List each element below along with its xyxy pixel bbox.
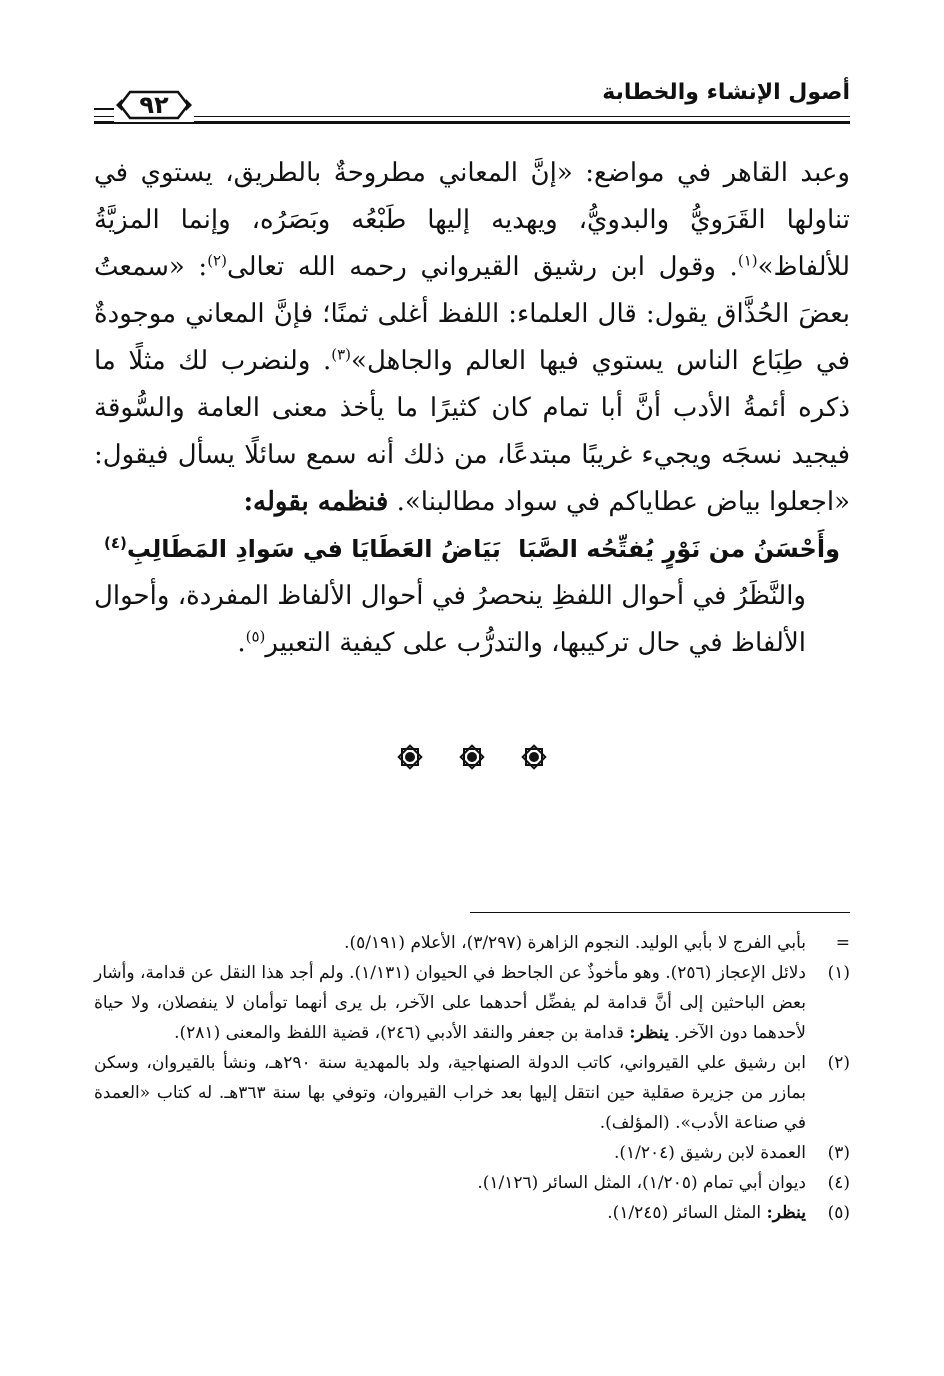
floral-ornament-icon [519,742,549,772]
text-line: . وقول ابن رشيق القيرواني رحمه الله تعالى [226,252,738,282]
verse-hemistich-1: وأَحْسَنُ من نَوْرٍ يُفتِّحُه الصَّبَا [518,535,840,563]
page-number: ٩٢ [139,91,169,119]
running-title: أصول الإنشاء والخطابة [602,80,850,105]
text-line: تناولها القَرَويُّ والبدويُّ، ويهديه إليها طَبْعُه وبَصَرُه، وإنما المزيَّةُ [94,205,850,235]
text-line: والنَّظَرُ في أحوال اللفظِ ينحصرُ في أحوال الألفاظ المفردة، [177,581,806,611]
floral-ornament-icon [457,742,487,772]
footnote-3: (٣) العمدة لابن رشيق (١/٢٠٤). [613,1143,850,1163]
verse-hemistich-2: بَيَاضُ العَطَايَا في سَوادِ المَطَالِبِ$^{(٤)}$ [104,534,501,563]
footnote-2: (٢) ابن رشيق علي القيرواني، كاتب الدولة الصنهاجية، ولد بالمهدية سنة ٢٩٠هـ، ونشأ بالقيروان، وسكن بمازر من جزيرة صقلية حين انتقل إليها بعد خراب القيروان، وتوفي بها سنة ٣٦٣هـ. له كتاب «العمدة في صناعة الأدب». (المؤلف). [94,1053,850,1133]
page-number-frame [114,88,194,122]
paragraph-2: والنَّظَرُ في أحوال اللفظِ ينحصرُ في أحوال الألفاظ المفردة، وأحوال الألفاظ في حال تركيبها، والتدرُّب على كيفية التعبير$^{(٥)}$. [94,581,806,658]
text-line: وأحوال الألفاظ في حال تركيبها، والتدرُّب على كيفية التعبير [94,581,806,658]
verse-intro: فنظمه بقوله: [243,487,389,517]
text-line: موجودةٌ في طِبَاع الناس يستوي فيها العالم والجاهل» [94,299,851,376]
text-line: : «سمعتُ [94,252,208,282]
main-text [94,150,850,667]
text-line: . ولنضرب لك [178,346,332,376]
text-line: فيقول: «اجعلوا بياض عطاياكم في سواد مطالبنا». [94,440,850,517]
footnote-separator [470,912,850,913]
footnote-1: (١) دلائل الإعجاز (٢٥٦). وهو مأخوذٌ عن الجاحظ في الحيوان (١/١٣١). ولم أجد هذا النقل عن قدامة، وأشار بعض الباحثين إلى أنَّ قدامة لم يفضِّل أحدهما على الآخر، بل يرى أنهما توأمان لا ينفصلان، ولا حياة لأحدهما دون الآخر. ينظر: قدامة بن جعفر والنقد الأدبي (٢٤٦)، قضية اللفظ والمعنى (٢٨١). [94,963,850,1043]
text-line: والسُّوقة فيجيد نسجَه ويجيء غريبًا مبتدعًا، من ذلك أنه سمع سائلًا يسأل [94,393,850,470]
text-line: بعضَ الحُذَّاق يقول: قال العلماء: اللفظ أغلى ثمنًا؛ فإنَّ المعاني [185,299,850,329]
footnote-marker-5: (٥) [245,627,266,646]
poetry-verse [94,526,850,573]
footnote-marker-1: (١) [737,251,758,270]
footnote-5: (٥) ينظر: المثل السائر (١/٢٤٥). [607,1203,850,1223]
footnote-marker-2: (٢) [207,251,227,270]
footnote-marker-4: (٤) [104,534,127,552]
page-header [94,76,850,124]
footnote-continuation: = بأبي الفرج لا بأبي الوليد. النجوم الزاهرة (٣/٢٩٧)، الأعلام (٥/١٩١). [344,933,850,953]
paragraph-1 [94,150,850,526]
section-divider [0,742,944,772]
text-line: وعبد القاهر في مواضع: «إنَّ المعاني مطروحةٌ بالطريق، يستوي في [94,158,850,188]
header-rule-thick [94,121,850,124]
footnote-4: (٤) ديوان أبي تمام (١/٢٠٥)، المثل السائر (١/١٢٦). [477,1173,850,1193]
text-line: للألفاظ» [757,252,850,282]
text-line: مثلًا ما ذكره أئمةُ الأدب أنَّ أبا تمام كان كثيرًا ما يأخذ معنى العامة [94,346,850,423]
header-rule-thin [94,116,850,117]
floral-ornament-icon [395,742,425,772]
footnotes [94,928,850,1228]
footnote-marker-3: (٣) [331,345,352,364]
